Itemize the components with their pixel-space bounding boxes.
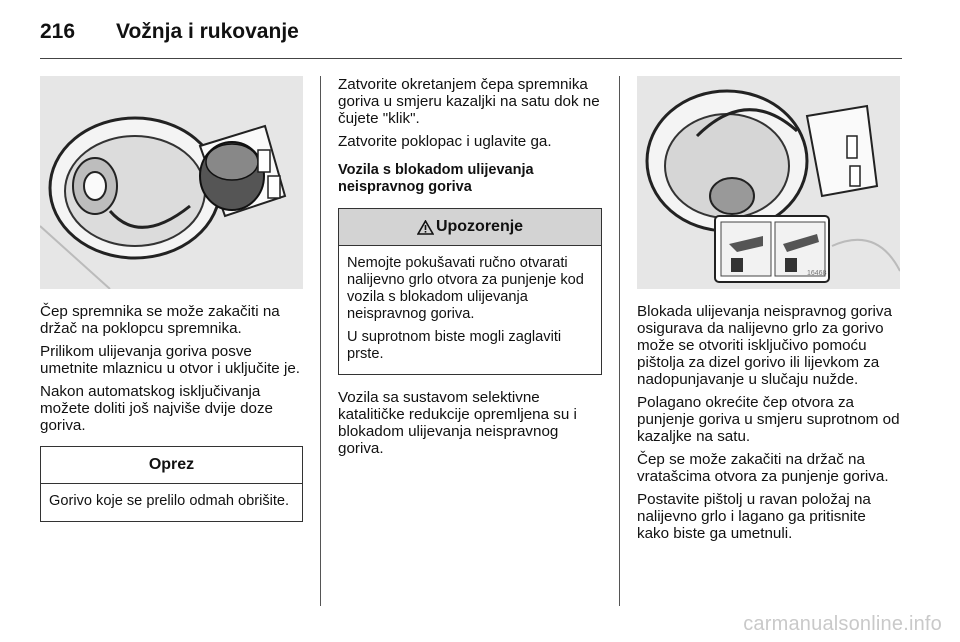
- caution-box: [40, 446, 303, 522]
- column-middle: [338, 76, 602, 463]
- column-left: [40, 76, 303, 522]
- paragraph: Postavite pištolj u ravan položaj na nalijevno grlo i lagano ga pritisnite kako biste ga umetnuli.: [637, 491, 871, 542]
- misfuel-inhibitor-illustration: [637, 76, 900, 289]
- paragraph: Čep se može zakačiti na držač na vratašcima otvora za punjenje goriva.: [637, 451, 889, 485]
- misfuel-inhibitor-drawing: [637, 76, 900, 289]
- warning-title: Upozorenje: [435, 218, 524, 235]
- column-right: [637, 76, 901, 548]
- paragraph: Blokada ulijevanja neispravnog goriva osigurava da nalijevno grlo za gorivo može se otvoriti isključivo pomoću pištolja za dizel gorivo ili lijevkom za nadopunjavanje u slučaju nužde.: [637, 303, 892, 388]
- section-subheading: Vozila s blokadom ulijevanja neispravnog goriva: [338, 162, 534, 195]
- paragraph: Zatvorite okretanjem čepa spremnika goriva u smjeru kazaljki na satu dok ne čujete "klik".: [338, 76, 600, 127]
- page-header: [40, 14, 902, 54]
- page-number: 216: [40, 20, 76, 43]
- paragraph: Polagano okrećite čep otvora za punjenje goriva u smjeru suprotnom od kazaljke na satu.: [637, 394, 900, 445]
- warning-box: [338, 208, 602, 375]
- warning-header: [339, 209, 601, 246]
- page-title: Vožnja i rukovanje: [116, 20, 299, 43]
- watermark: carmanualsonline.info: [743, 613, 942, 635]
- paragraph: Zatvorite poklopac i uglavite ga.: [338, 133, 552, 150]
- image-code: 16468: [807, 270, 827, 277]
- caution-text: Gorivo koje se prelilo odmah obrišite.: [49, 493, 290, 509]
- column-divider: [619, 76, 620, 606]
- warning-text: Nemojte pokušavati ručno otvarati nalijevno grlo otvora za punjenje kod vozila s blokadom ulijevanja neispravnog goriva.: [347, 255, 584, 322]
- paragraph: Vozila sa sustavom selektivne katalitičke redukcije opremljena su i blokadom ulijevanja neispravnog goriva.: [338, 389, 577, 457]
- header-rule: [40, 58, 902, 59]
- paragraph: Prilikom ulijevanja goriva posve umetnite mlaznicu u otvor i uključite je.: [40, 343, 300, 377]
- caution-title: Oprez: [41, 447, 302, 484]
- warning-triangle-icon: [417, 220, 434, 235]
- column-divider: [320, 76, 321, 606]
- paragraph: Nakon automatskog isključivanja možete doliti još najviše dvije doze goriva.: [40, 383, 273, 434]
- paragraph: Čep spremnika se može zakačiti na držač na poklopcu spremnika.: [40, 303, 280, 337]
- fuel-cap-illustration: [40, 76, 303, 289]
- fuel-cap-drawing: [40, 76, 303, 289]
- warning-text: U suprotnom biste mogli zaglaviti prste.: [347, 329, 562, 362]
